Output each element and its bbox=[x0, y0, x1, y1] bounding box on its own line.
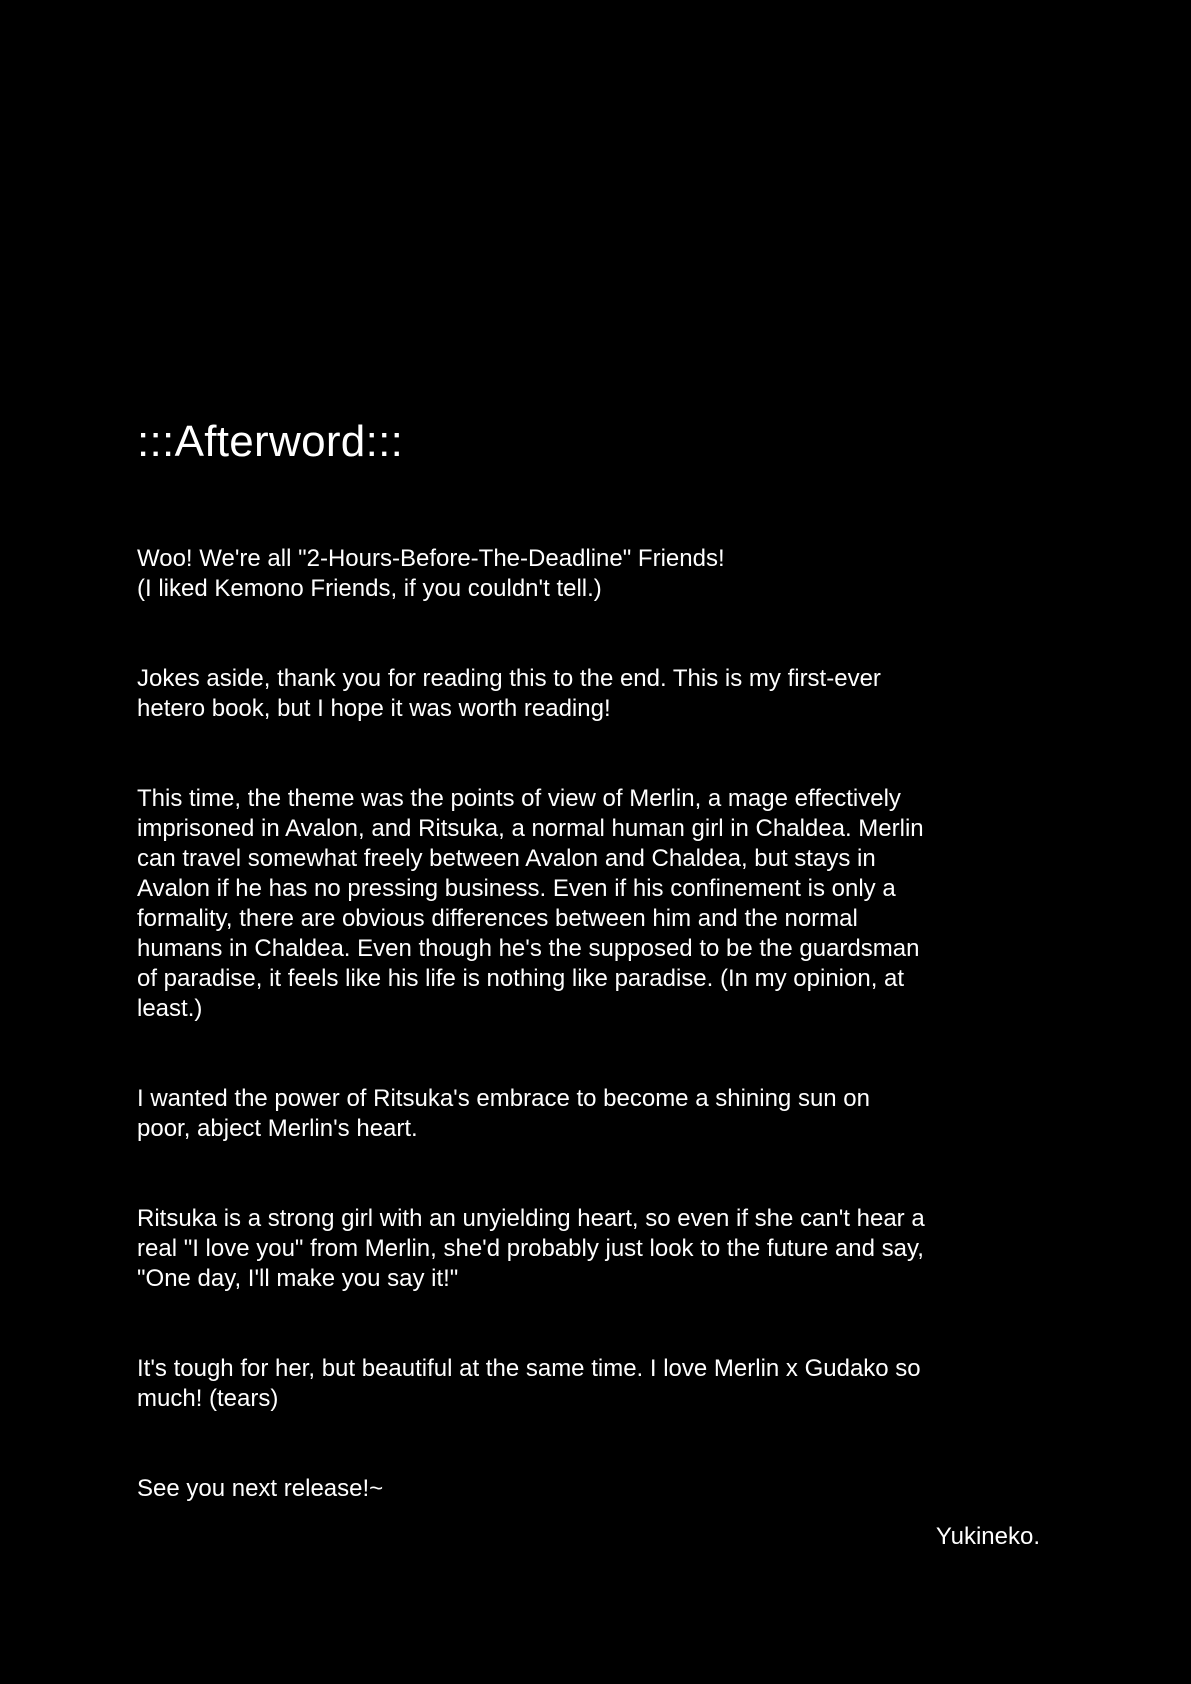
paragraph-ritsuka-strength: Ritsuka is a strong girl with an unyielding heart, so even if she can't hear a real "I love you" from Merlin, she'd probably just look to the future and say, "One day, I'll make you say it!" bbox=[137, 1205, 925, 1292]
paragraph-thanks: Jokes aside, thank you for reading this to the end. This is my first-ever hetero book, but I hope it was worth reading! bbox=[137, 665, 881, 722]
afterword-page bbox=[137, 414, 1042, 1552]
paragraph-deadline-friends: Woo! We're all "2-Hours-Before-The-Deadline" Friends! (I liked Kemono Friends, if you couldn't tell.) bbox=[137, 545, 725, 602]
paragraph-embrace: I wanted the power of Ritsuka's embrace to become a shining sun on poor, abject Merlin's heart. bbox=[137, 1085, 870, 1142]
afterword-title: :::Afterword::: bbox=[137, 417, 404, 466]
paragraph-farewell: See you next release!~ bbox=[137, 1475, 384, 1502]
author-signature: Yukineko. bbox=[935, 1523, 1040, 1550]
paragraph-theme: This time, the theme was the points of view of Merlin, a mage effectively imprisoned in Avalon, and Ritsuka, a normal human girl in Chaldea. Merlin can travel somewhat freely between Avalon and Chaldea, but stays in Avalon if he has no pressing business. Even if his confinement is only a formality, there are obvious differences between him and the normal humans in Chaldea. Even though he's the supposed to be the guardsman of paradise, it feels like his life is nothing like paradise. (In my opinion, at least.) bbox=[137, 785, 924, 1022]
paragraph-merlin-gudako: It's tough for her, but beautiful at the same time. I love Merlin x Gudako so much! (tears) bbox=[137, 1355, 921, 1412]
